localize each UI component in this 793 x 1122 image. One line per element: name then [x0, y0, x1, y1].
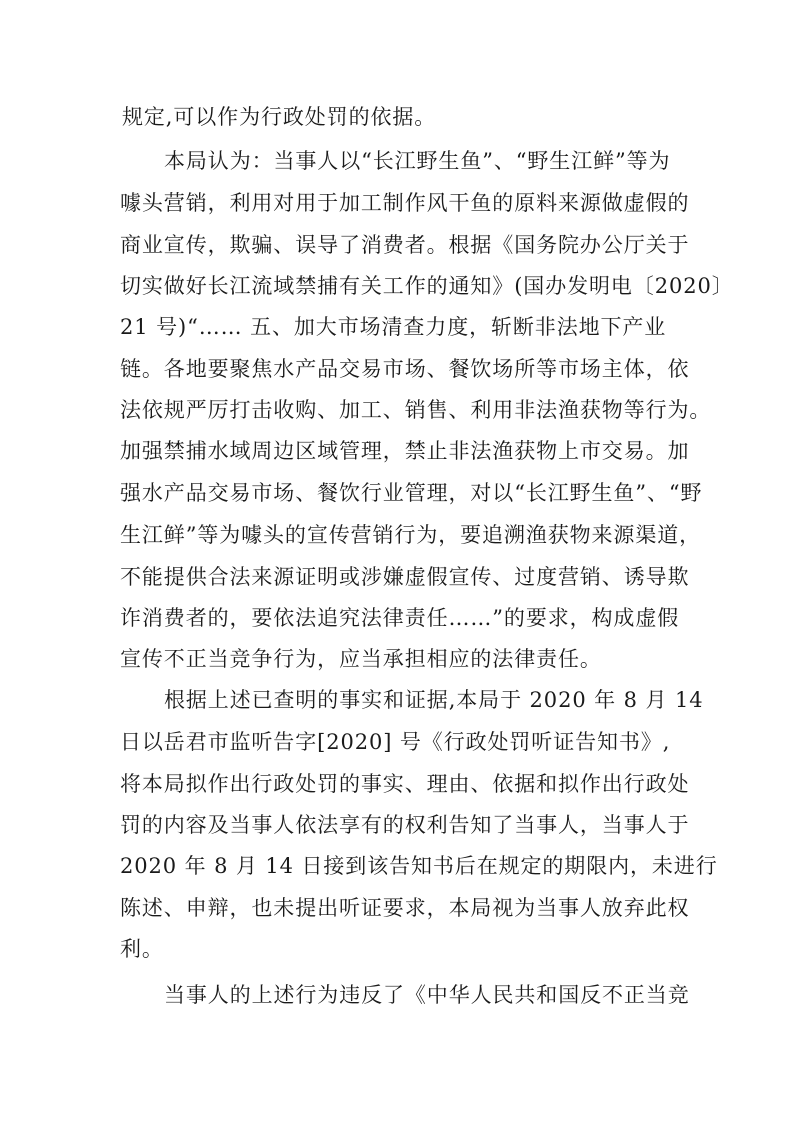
text-line: 强水产品交易市场、餐饮行业管理，对以“长江野生鱼”、“野 — [120, 481, 703, 505]
text-line: 链。各地要聚焦水产品交易市场、餐饮场所等市场主体，依 — [120, 357, 690, 381]
text-line: 日以岳君市监听告字[2020] 号《行政处罚听证告知书》, — [120, 730, 671, 754]
text-line: 切实做好长江流域禁捕有关工作的通知》(国办发明电〔2020〕 — [120, 274, 734, 298]
text-line: 生江鲜”等为噱头的宣传营销行为，要追溯渔获物来源渠道， — [120, 523, 702, 547]
text-line: 当事人的上述行为违反了《中华人民共和国反不正当竞 — [164, 983, 690, 1007]
text-line: 宣传不正当竞争行为，应当承担相应的法律责任。 — [120, 647, 602, 671]
text-line: 将本局拟作出行政处罚的事实、理由、依据和拟作出行政处 — [120, 772, 690, 796]
text-line: 噱头营销，利用对用于加工制作风干鱼的原料来源做虚假的 — [120, 191, 690, 215]
text-line: 商业宣传，欺骗、误导了消费者。根据《国务院办公厅关于 — [120, 233, 690, 257]
text-line: 根据上述已查明的事实和证据,本局于 2020 年 8 月 14 — [164, 688, 704, 712]
text-line: 不能提供合法来源证明或涉嫌虚假宣传、过度营销、诱导欺 — [120, 565, 690, 589]
text-line: 法依规严厉打击收购、加工、销售、利用非法渔获物等行为。 — [120, 398, 712, 422]
text-line: 陈述、申辩，也未提出听证要求，本局视为当事人放弃此权 — [120, 896, 690, 920]
text-line: 加强禁捕水域周边区域管理，禁止非法渔获物上市交易。加 — [120, 439, 690, 463]
text-line: 罚的内容及当事人依法享有的权利告知了当事人，当事人于 — [120, 813, 690, 837]
text-line: 诈消费者的，要依法追究法律责任……”的要求，构成虚假 — [120, 606, 680, 630]
text-line: 本局认为：当事人以“长江野生鱼”、“野生江鲜”等为 — [164, 149, 671, 173]
text-line: 规定,可以作为行政处罚的依据。 — [122, 105, 437, 129]
text-line: 2020 年 8 月 14 日接到该告知书后在规定的期限内，未进行 — [120, 854, 718, 878]
text-line: 利。 — [120, 937, 164, 961]
text-line: 21 号)“…… 五、加大市场清查力度，斩断非法地下产业 — [120, 315, 667, 339]
